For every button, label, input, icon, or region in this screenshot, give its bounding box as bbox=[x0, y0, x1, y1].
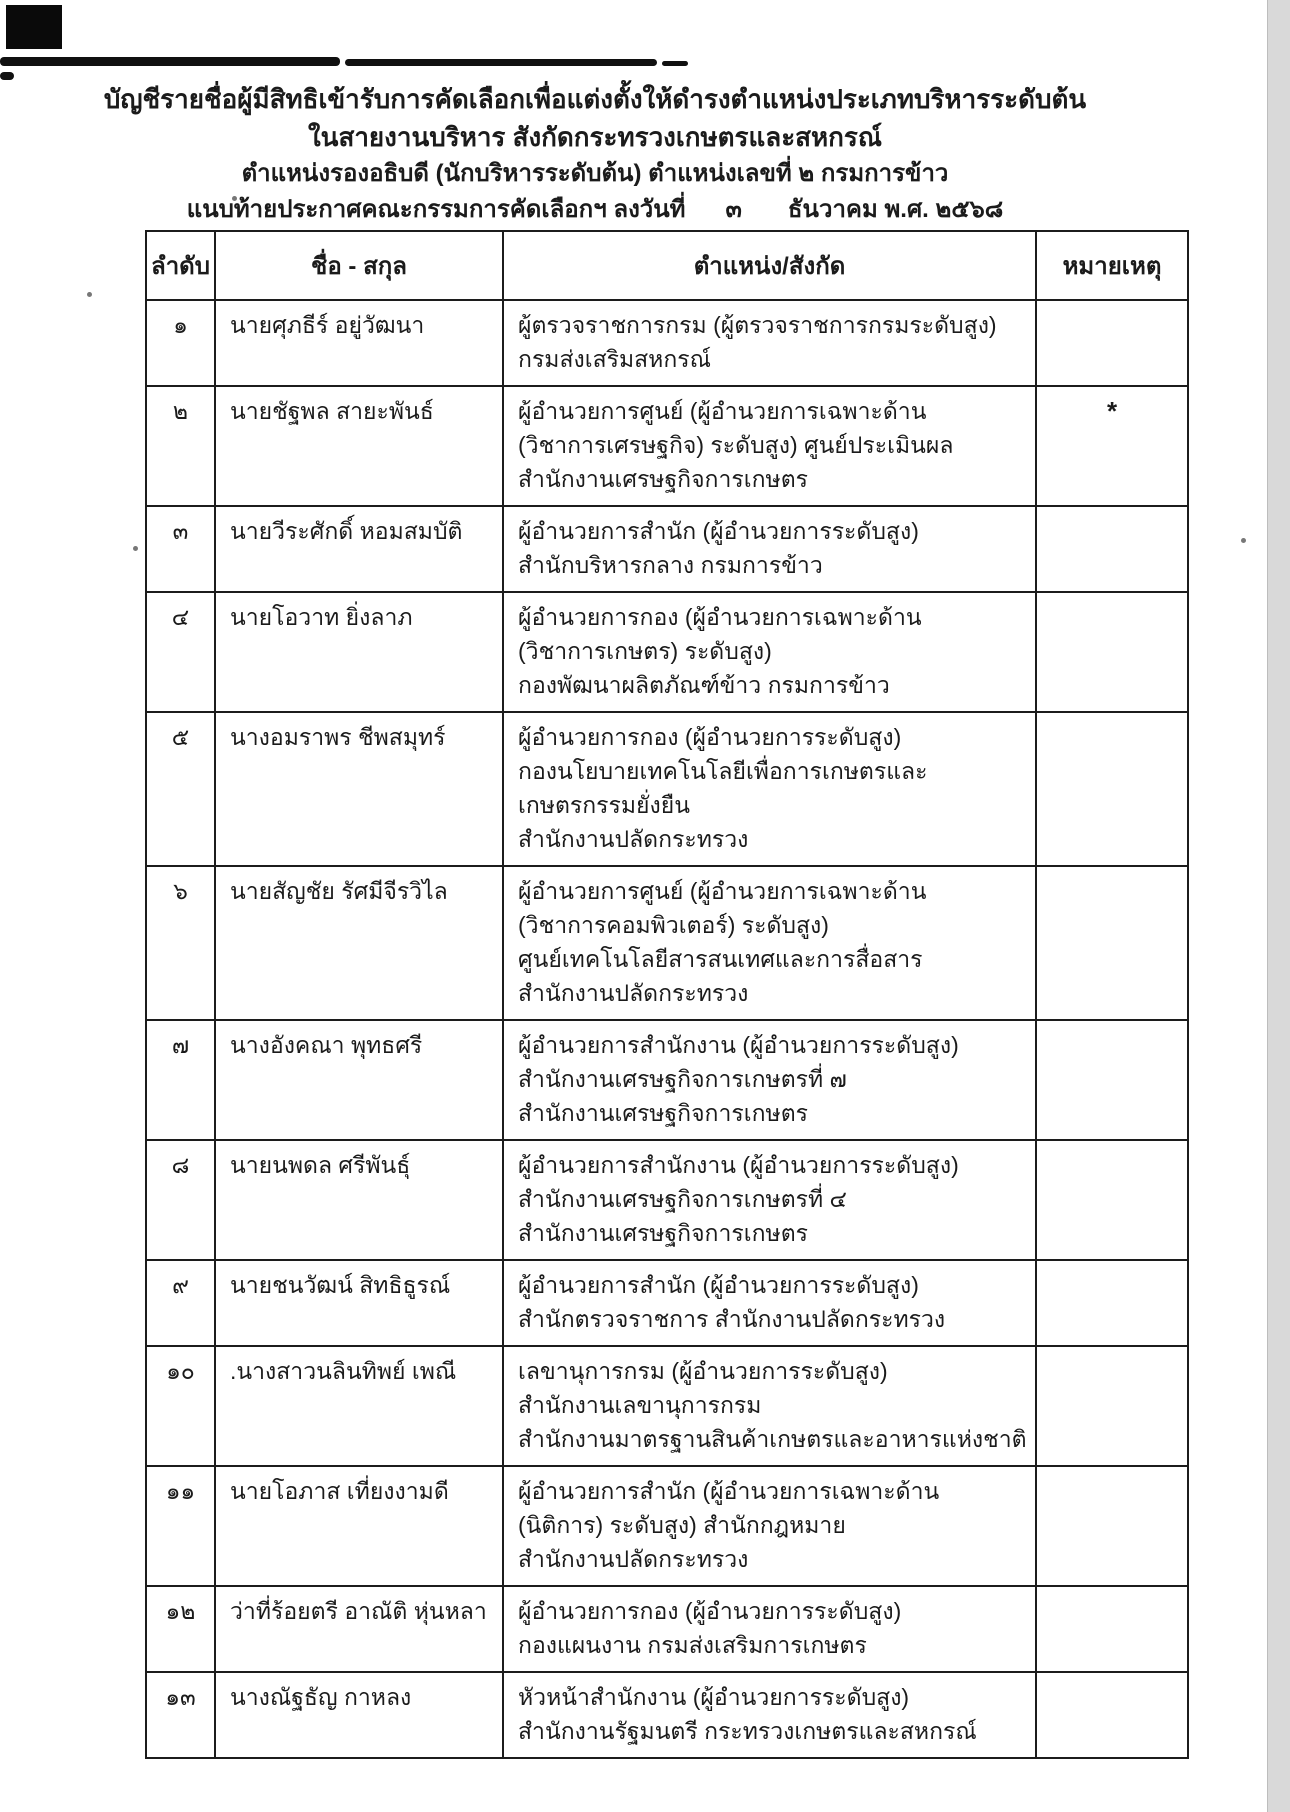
position-line: (วิชาการคอมพิวเตอร์) ระดับสูง) bbox=[518, 912, 829, 938]
row-number: ๖ bbox=[146, 866, 215, 1020]
position-line: เกษตรกรรมยั่งยืน bbox=[518, 792, 690, 818]
position-line: สำนักงานปลัดกระทรวง bbox=[518, 826, 749, 852]
position-affiliation bbox=[503, 712, 1036, 866]
col-header-name: ชื่อ - สกุล bbox=[215, 231, 503, 300]
position-line: สำนักงานเศรษฐกิจการเกษตร bbox=[518, 1220, 808, 1246]
person-name: นายศุภธีร์ อยู่วัฒนา bbox=[215, 300, 503, 386]
position-line: ผู้อำนวยการสำนัก (ผู้อำนวยการระดับสูง) bbox=[518, 518, 919, 544]
remark-cell bbox=[1036, 592, 1188, 712]
scan-noise-dot bbox=[133, 546, 138, 551]
position-line: สำนักงานรัฐมนตรี กระทรวงเกษตรและสหกรณ์ bbox=[518, 1718, 977, 1744]
person-name: นายสัญชัย รัศมีจีรวิไล bbox=[215, 866, 503, 1020]
position-affiliation bbox=[503, 866, 1036, 1020]
remark-cell bbox=[1036, 506, 1188, 592]
row-number: ๒ bbox=[146, 386, 215, 506]
table-row bbox=[146, 1140, 1188, 1260]
person-name: นางอังคณา พุทธศรี bbox=[215, 1020, 503, 1140]
position-line: สำนักบริหารกลาง กรมการข้าว bbox=[518, 552, 823, 578]
row-number: ๕ bbox=[146, 712, 215, 866]
title-line-3: ตำแหน่งรองอธิบดี (นักบริหารระดับต้น) ตำแหน่งเลขที่ ๒ กรมการข้าว bbox=[241, 160, 949, 187]
position-line: ผู้อำนวยการศูนย์ (ผู้อำนวยการเฉพาะด้าน bbox=[518, 398, 927, 424]
table-row bbox=[146, 592, 1188, 712]
position-affiliation bbox=[503, 1140, 1036, 1260]
position-line: ผู้อำนวยการสำนัก (ผู้อำนวยการเฉพาะด้าน bbox=[518, 1478, 940, 1504]
position-affiliation bbox=[503, 300, 1036, 386]
position-line: (วิชาการเศรษฐกิจ) ระดับสูง) ศูนย์ประเมินผล bbox=[518, 432, 954, 458]
position-line: สำนักงานเลขานุการกรม bbox=[518, 1392, 762, 1418]
scan-corner-artifact bbox=[6, 5, 62, 49]
row-number: ๙ bbox=[146, 1260, 215, 1346]
scan-streak-artifact bbox=[345, 59, 657, 66]
position-line: ผู้อำนวยการกอง (ผู้อำนวยการระดับสูง) bbox=[518, 1598, 902, 1624]
document-title-block bbox=[0, 80, 1190, 228]
table-row bbox=[146, 300, 1188, 386]
remark-cell bbox=[1036, 1020, 1188, 1140]
table-row bbox=[146, 712, 1188, 866]
position-line: ผู้อำนวยการศูนย์ (ผู้อำนวยการเฉพาะด้าน bbox=[518, 878, 927, 904]
person-name: นายวีระศักดิ์ หอมสมบัติ bbox=[215, 506, 503, 592]
remark-cell bbox=[1036, 1346, 1188, 1466]
remark-cell bbox=[1036, 1672, 1188, 1758]
row-number: ๘ bbox=[146, 1140, 215, 1260]
remark-cell bbox=[1036, 300, 1188, 386]
row-number: ๑๒ bbox=[146, 1586, 215, 1672]
position-line: สำนักงานมาตรฐานสินค้าเกษตรและอาหารแห่งชาติ bbox=[518, 1426, 1027, 1452]
row-number: ๗ bbox=[146, 1020, 215, 1140]
position-line: หัวหน้าสำนักงาน (ผู้อำนวยการระดับสูง) bbox=[518, 1684, 910, 1710]
row-number: ๑๓ bbox=[146, 1672, 215, 1758]
position-affiliation bbox=[503, 1672, 1036, 1758]
row-number: ๑๐ bbox=[146, 1346, 215, 1466]
remark-cell bbox=[1036, 1260, 1188, 1346]
scan-streak-artifact bbox=[662, 61, 688, 66]
col-header-remark: หมายเหตุ bbox=[1036, 231, 1188, 300]
position-line: ผู้อำนวยการกอง (ผู้อำนวยการเฉพาะด้าน bbox=[518, 604, 922, 630]
position-line: ผู้ตรวจราชการกรม (ผู้ตรวจราชการกรมระดับสูง) bbox=[518, 312, 997, 338]
col-header-no: ลำดับ bbox=[146, 231, 215, 300]
person-name: นายชนวัฒน์ สิทธิธูรณ์ bbox=[215, 1260, 503, 1346]
row-number: ๔ bbox=[146, 592, 215, 712]
person-name: นางณัฐธัญ กาหลง bbox=[215, 1672, 503, 1758]
position-line: ผู้อำนวยการสำนัก (ผู้อำนวยการระดับสูง) bbox=[518, 1272, 919, 1298]
table-row bbox=[146, 1466, 1188, 1586]
position-line: กองนโยบายเทคโนโลยีเพื่อการเกษตรและ bbox=[518, 758, 928, 784]
position-affiliation bbox=[503, 1586, 1036, 1672]
table-row bbox=[146, 1260, 1188, 1346]
title-line-2: ในสายงานบริหาร สังกัดกระทรวงเกษตรและสหกรณ์ bbox=[307, 122, 882, 152]
scan-edge-shadow bbox=[1267, 0, 1290, 1812]
announcement-prefix: แนบท้ายประกาศคณะกรรมการคัดเลือกฯ ลงวันที่ bbox=[186, 196, 686, 223]
position-affiliation bbox=[503, 386, 1036, 506]
position-line: กองพัฒนาผลิตภัณฑ์ข้าว กรมการข้าว bbox=[518, 672, 890, 698]
remark-cell bbox=[1036, 1466, 1188, 1586]
position-affiliation bbox=[503, 1466, 1036, 1586]
position-line: สำนักงานปลัดกระทรวง bbox=[518, 980, 749, 1006]
position-affiliation bbox=[503, 1260, 1036, 1346]
announcement-suffix: ธันวาคม พ.ศ. ๒๕๖๘ bbox=[787, 196, 1004, 223]
position-line: สำนักงานเศรษฐกิจการเกษตร bbox=[518, 466, 808, 492]
candidates-table bbox=[145, 230, 1189, 1759]
person-name: นายโอวาท ยิ่งลาภ bbox=[215, 592, 503, 712]
title-line-4 bbox=[0, 192, 1190, 228]
position-affiliation bbox=[503, 506, 1036, 592]
handwritten-day: ๓ bbox=[725, 196, 742, 223]
scan-streak-artifact bbox=[0, 72, 14, 80]
scan-noise-dot bbox=[87, 292, 92, 297]
position-line: สำนักงานปลัดกระทรวง bbox=[518, 1546, 749, 1572]
table-row bbox=[146, 1346, 1188, 1466]
col-header-position: ตำแหน่ง/สังกัด bbox=[503, 231, 1036, 300]
position-line: สำนักงานเศรษฐกิจการเกษตรที่ ๗ bbox=[518, 1066, 847, 1092]
remark-cell bbox=[1036, 866, 1188, 1020]
position-line: (วิชาการเกษตร) ระดับสูง) bbox=[518, 638, 772, 664]
person-name: ว่าที่ร้อยตรี อาณัติ หุ่นหลา bbox=[215, 1586, 503, 1672]
remark-cell bbox=[1036, 1586, 1188, 1672]
remark-cell bbox=[1036, 1140, 1188, 1260]
position-line: ศูนย์เทคโนโลยีสารสนเทศและการสื่อสาร bbox=[518, 946, 923, 972]
person-name: .นางสาวนลินทิพย์ เพณี bbox=[215, 1346, 503, 1466]
person-name: นางอมราพร ชีพสมุทร์ bbox=[215, 712, 503, 866]
position-line: ผู้อำนวยการสำนักงาน (ผู้อำนวยการระดับสูง) bbox=[518, 1152, 959, 1178]
position-line: สำนักงานเศรษฐกิจการเกษตร bbox=[518, 1100, 808, 1126]
position-line: กรมส่งเสริมสหกรณ์ bbox=[518, 346, 711, 372]
position-affiliation bbox=[503, 1346, 1036, 1466]
position-line: ผู้อำนวยการสำนักงาน (ผู้อำนวยการระดับสูง) bbox=[518, 1032, 959, 1058]
person-name: นายโอภาส เที่ยงงามดี bbox=[215, 1466, 503, 1586]
title-line-1: บัญชีรายชื่อผู้มีสิทธิเข้ารับการคัดเลือกเพื่อแต่งตั้งให้ดำรงตำแหน่งประเภทบริหารระดับต้น bbox=[103, 84, 1087, 114]
position-line: สำนักงานเศรษฐกิจการเกษตรที่ ๔ bbox=[518, 1186, 847, 1212]
remark-cell bbox=[1036, 712, 1188, 866]
table-row bbox=[146, 506, 1188, 592]
position-line: ผู้อำนวยการกอง (ผู้อำนวยการระดับสูง) bbox=[518, 724, 902, 750]
table-row bbox=[146, 1586, 1188, 1672]
scan-streak-artifact bbox=[0, 57, 340, 66]
scan-noise-dot bbox=[1241, 538, 1246, 543]
table-header-row bbox=[146, 231, 1188, 300]
position-affiliation bbox=[503, 1020, 1036, 1140]
table-row bbox=[146, 866, 1188, 1020]
row-number: ๑ bbox=[146, 300, 215, 386]
row-number: ๓ bbox=[146, 506, 215, 592]
position-affiliation bbox=[503, 592, 1036, 712]
row-number: ๑๑ bbox=[146, 1466, 215, 1586]
position-line: เลขานุการกรม (ผู้อำนวยการระดับสูง) bbox=[518, 1358, 888, 1384]
table-row bbox=[146, 1020, 1188, 1140]
position-line: (นิติการ) ระดับสูง) สำนักกฎหมาย bbox=[518, 1512, 846, 1538]
table-row bbox=[146, 386, 1188, 506]
position-line: กองแผนงาน กรมส่งเสริมการเกษตร bbox=[518, 1632, 867, 1658]
person-name: นายชัฐพล สายะพันธ์ bbox=[215, 386, 503, 506]
position-line: สำนักตรวจราชการ สำนักงานปลัดกระทรวง bbox=[518, 1306, 946, 1332]
person-name: นายนพดล ศรีพันธุ์ bbox=[215, 1140, 503, 1260]
table-row bbox=[146, 1672, 1188, 1758]
remark-cell: * bbox=[1036, 386, 1188, 506]
